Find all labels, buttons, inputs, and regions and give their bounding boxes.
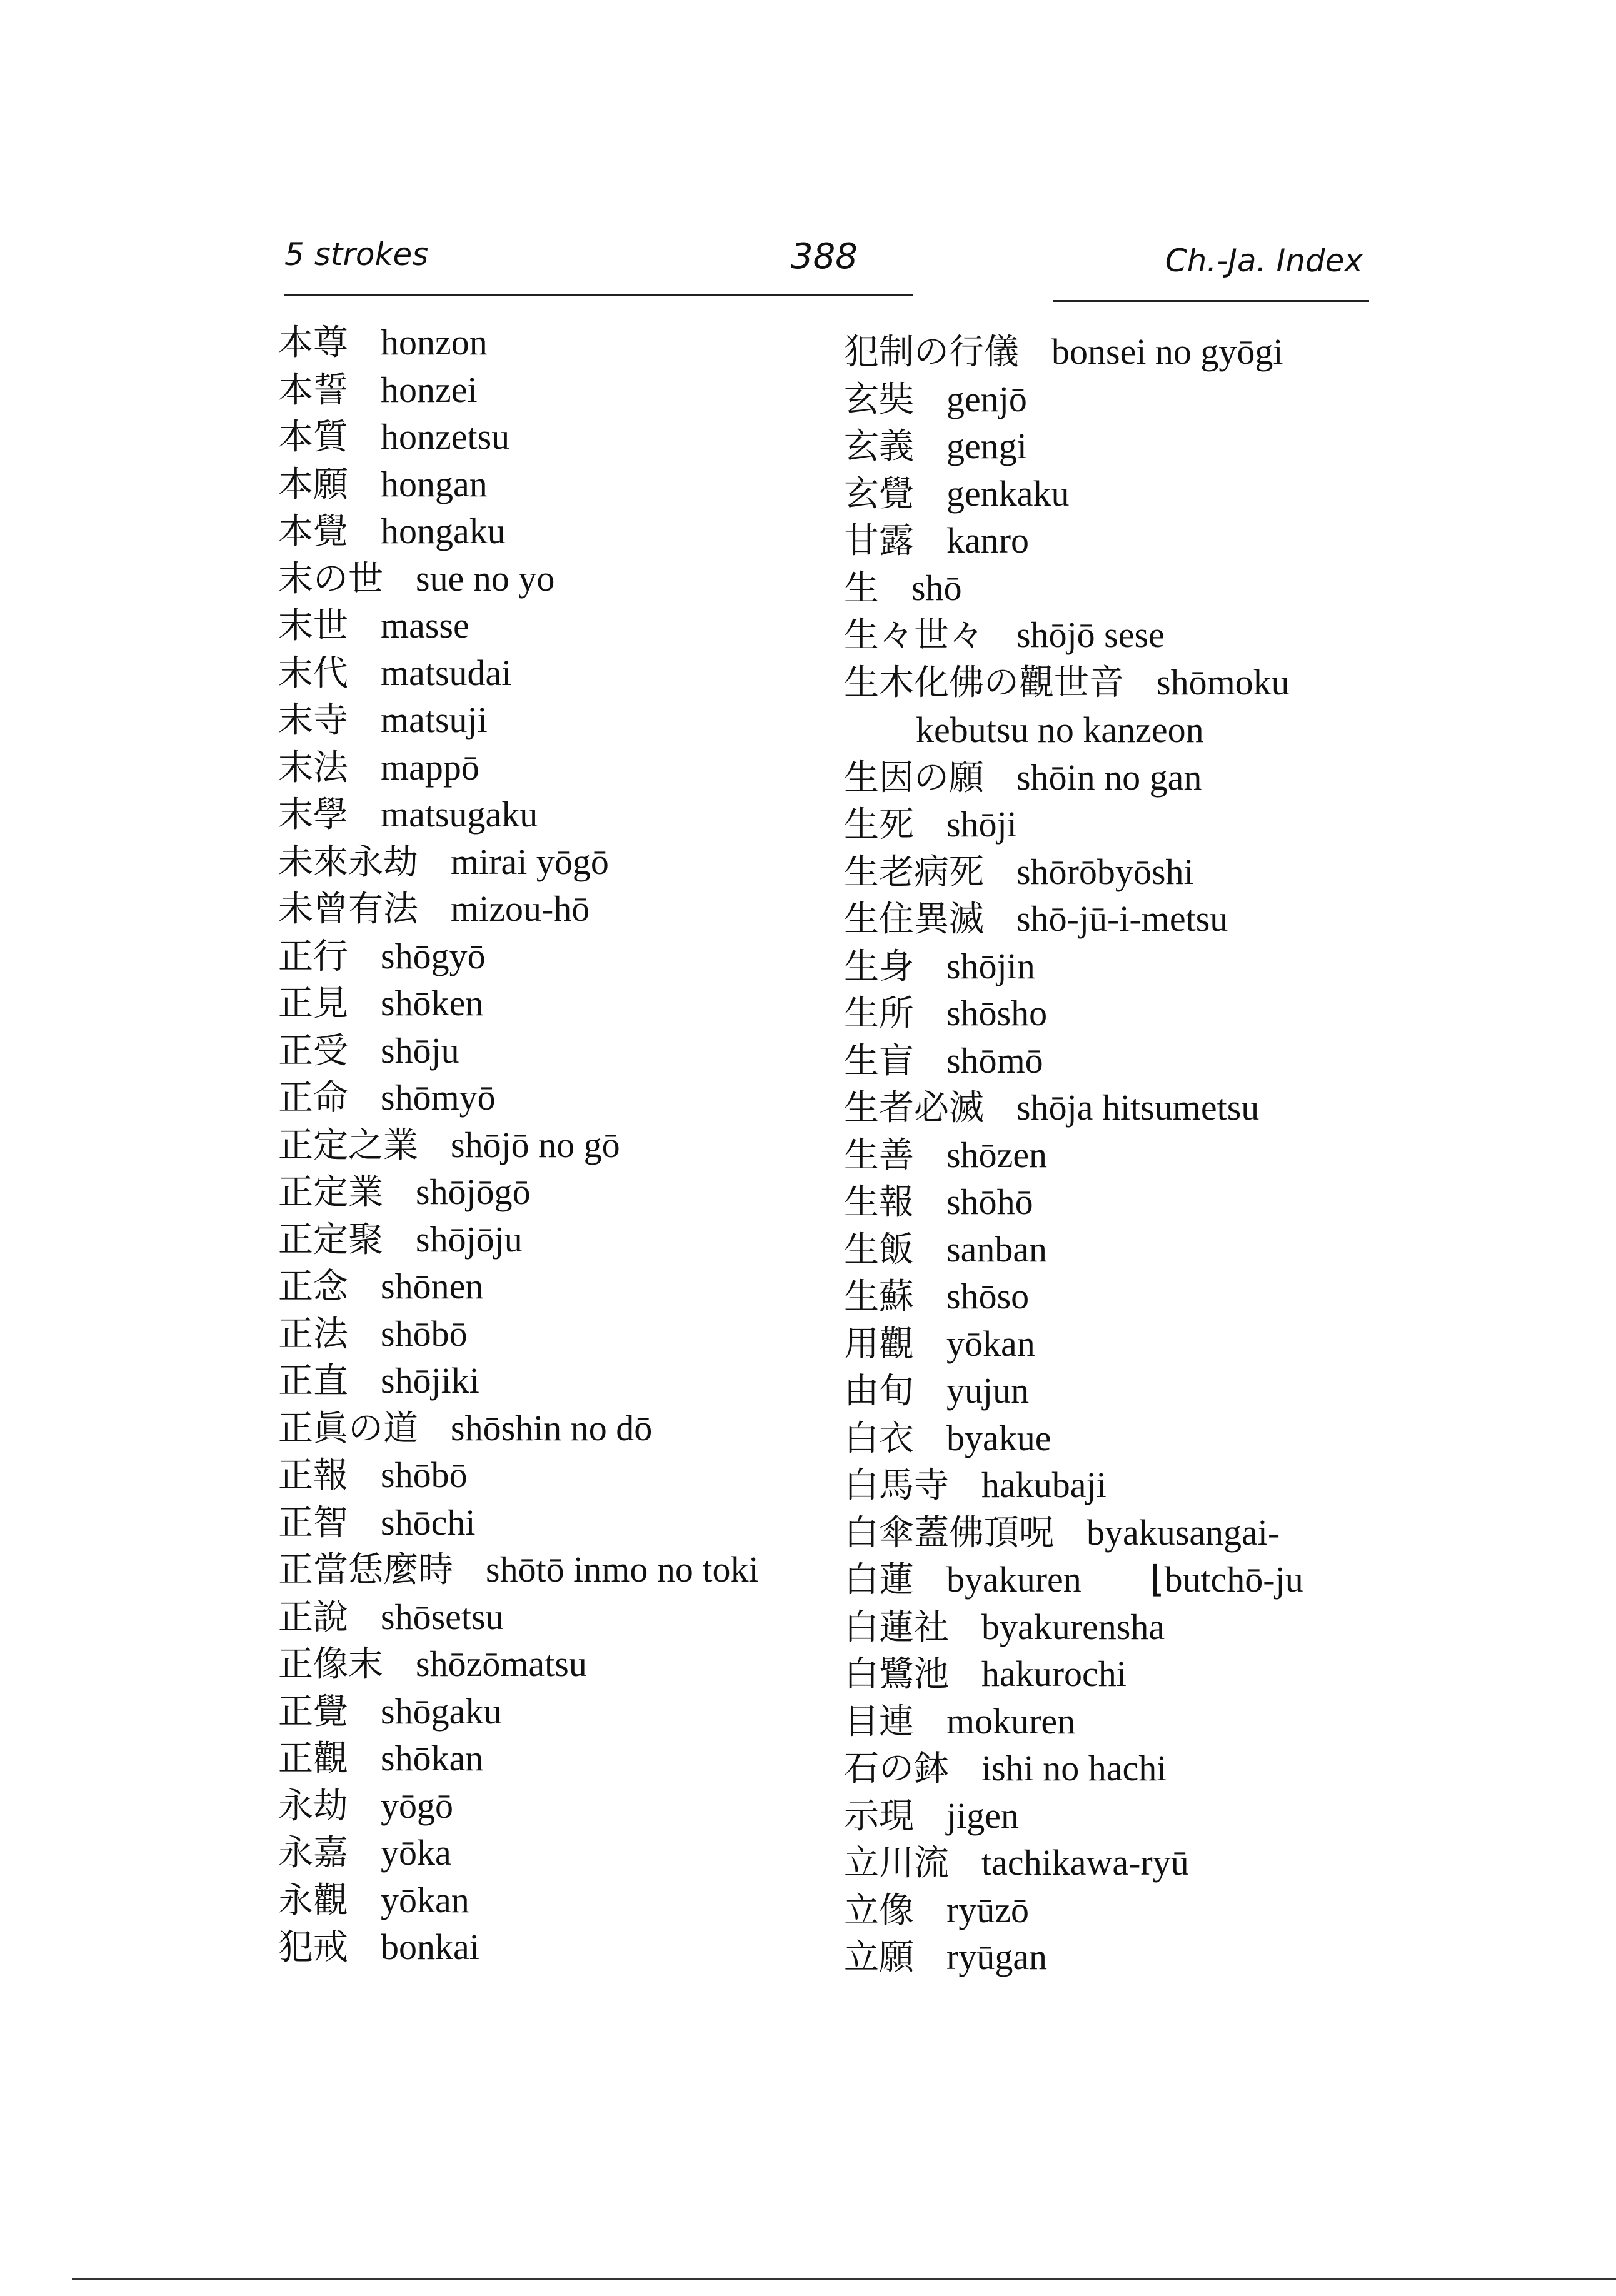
- entry-romaji: shōshin no dō: [451, 1407, 653, 1448]
- entry-kanji: 末寺: [278, 700, 348, 741]
- section-label: 5 strokes: [284, 236, 429, 273]
- entry-romaji: shōzen: [946, 1134, 1048, 1175]
- entry-romaji-continuation: kebutsu no kanzeon: [916, 709, 1204, 750]
- entry-romaji: yōka: [381, 1832, 451, 1873]
- entry-kanji: 末の世: [278, 558, 383, 599]
- entry-romaji: tachikawa-ryū: [981, 1842, 1189, 1883]
- entry-kanji: 生報: [844, 1182, 914, 1223]
- entry-romaji: ryūgan: [946, 1937, 1048, 1977]
- index-entry: [278, 602, 878, 649]
- index-entry: [844, 801, 1407, 848]
- entry-romaji: shōjōju: [416, 1218, 523, 1260]
- index-entry: [844, 1037, 1407, 1085]
- index-entry: [844, 517, 1407, 564]
- entry-romaji: shōjiki: [381, 1360, 479, 1401]
- header-rule-right: [1053, 300, 1369, 302]
- entry-romaji: shōhō: [946, 1181, 1033, 1222]
- index-entry: [844, 1509, 1407, 1557]
- entry-romaji: mizou-hō: [451, 888, 590, 929]
- entry-kanji: 正像末: [278, 1644, 383, 1685]
- index-entry: [278, 885, 878, 933]
- index-entry: [278, 366, 878, 414]
- index-entry: [278, 1923, 878, 1971]
- entry-romaji: shōkan: [381, 1738, 484, 1778]
- entry-romaji: sanban: [946, 1228, 1048, 1270]
- entry-romaji: shōsho: [946, 993, 1048, 1033]
- index-entry: [844, 1367, 1407, 1415]
- index-entry: [278, 555, 878, 603]
- index-entry: [844, 1084, 1407, 1131]
- entry-kanji: 本尊: [278, 323, 348, 363]
- index-entry: [844, 1320, 1407, 1368]
- entry-romaji: shōjōgō: [416, 1171, 531, 1212]
- entry-kanji: 生身: [844, 946, 914, 987]
- index-entry: [844, 1178, 1407, 1226]
- entry-kanji: 犯制の行儀: [844, 332, 1019, 373]
- index-entry: [278, 1877, 878, 1924]
- entry-romaji: hakurochi: [981, 1653, 1127, 1694]
- entry-kanji: 永劫: [278, 1785, 348, 1827]
- entry-romaji: shōbō: [381, 1455, 468, 1495]
- index-entry: [844, 848, 1407, 896]
- index-entry: [278, 413, 878, 461]
- entry-kanji: 白鷺池: [844, 1654, 949, 1695]
- entry-romaji: shōjin: [946, 945, 1035, 986]
- entry-romaji: shōbō: [381, 1313, 468, 1354]
- entry-romaji: shōjō no gō: [451, 1124, 620, 1165]
- index-entry: [278, 1216, 878, 1263]
- entry-kanji: 示現: [844, 1795, 914, 1837]
- index-entry: [844, 1933, 1407, 1981]
- entry-kanji: 玄義: [844, 426, 914, 467]
- index-entry: [844, 1273, 1407, 1320]
- entry-romaji: shō: [911, 567, 962, 608]
- entry-romaji: mokuren: [946, 1700, 1076, 1742]
- index-entry: [278, 649, 878, 697]
- entry-kanji: 正眞の道: [278, 1408, 418, 1449]
- index-entry: [844, 564, 1407, 612]
- index-entry: [278, 1121, 878, 1169]
- entry-romaji: shōnen: [381, 1266, 484, 1306]
- entry-kanji: 生盲: [844, 1040, 914, 1081]
- bottom-rule: [72, 2278, 1616, 2280]
- entry-kanji: 本覺: [278, 511, 348, 552]
- index-entry: [844, 1650, 1407, 1698]
- entry-kanji: 正智: [278, 1502, 348, 1543]
- entry-kanji: 正觀: [278, 1738, 348, 1779]
- entry-kanji: 甘露: [844, 521, 914, 561]
- index-entry: [844, 1839, 1407, 1887]
- index-entry: [278, 1593, 878, 1641]
- entry-romaji: honzon: [381, 322, 488, 363]
- page-number: 388: [791, 236, 858, 277]
- entry-romaji: shōjō sese: [1016, 614, 1165, 655]
- index-title: Ch.-Ja. Index: [1165, 243, 1363, 279]
- entry-kanji: 立川流: [844, 1843, 949, 1883]
- index-entry: [278, 1074, 878, 1121]
- index-entry: [278, 1688, 878, 1735]
- entry-kanji: 石の鉢: [844, 1748, 949, 1789]
- entry-kanji: 未曾有法: [278, 889, 418, 930]
- entry-romaji: byakurensha: [981, 1606, 1165, 1647]
- index-entry: [278, 744, 878, 791]
- entry-romaji: shōtō inmo no toki: [486, 1549, 759, 1590]
- entry-romaji: gengi: [946, 426, 1027, 466]
- entry-kanji: 生者必滅: [844, 1088, 984, 1128]
- entry-kanji: 末法: [278, 747, 348, 788]
- entry-kanji: 生飯: [844, 1229, 914, 1270]
- index-entry: [844, 943, 1407, 990]
- index-entry: [278, 1357, 878, 1405]
- entry-romaji: shōso: [946, 1276, 1030, 1316]
- entry-romaji: bonsei no gyōgi: [1051, 331, 1283, 372]
- entry-kanji: 正見: [278, 983, 348, 1024]
- entry-romaji: yōkan: [381, 1879, 469, 1920]
- entry-kanji: 正法: [278, 1313, 348, 1355]
- index-entry: [844, 1556, 1407, 1603]
- entry-romaji: shōrōbyōshi: [1016, 851, 1194, 892]
- entry-kanji: 白傘蓋佛頂呪: [844, 1512, 1054, 1553]
- index-entry: [844, 754, 1407, 801]
- entry-romaji: shōji: [946, 804, 1017, 845]
- entry-kanji: 生善: [844, 1135, 914, 1176]
- entry-kanji: 生住異滅: [844, 899, 984, 940]
- index-entry: [278, 791, 878, 838]
- index-entry: [278, 1829, 878, 1877]
- entry-romaji: shōmyō: [381, 1077, 496, 1118]
- index-entry: [278, 1499, 878, 1547]
- entry-romaji: honzei: [381, 369, 478, 410]
- entry-kanji: 犯戒: [278, 1927, 348, 1968]
- index-entry: [278, 319, 878, 366]
- entry-kanji: 白蓮社: [844, 1607, 949, 1648]
- right-column: [844, 328, 1407, 1981]
- entry-romaji: honzetsu: [381, 416, 510, 457]
- entry-romaji: hongan: [381, 463, 488, 504]
- entry-romaji: byakue: [946, 1417, 1051, 1458]
- entry-kanji: 正定聚: [278, 1219, 383, 1260]
- entry-romaji: byakusangai-: [1087, 1511, 1280, 1553]
- entry-romaji: shōin no gan: [1016, 756, 1202, 798]
- entry-kanji: 用觀: [844, 1323, 914, 1365]
- index-entry: [844, 895, 1407, 943]
- index-entry: [278, 1027, 878, 1075]
- entry-kanji: 永觀: [278, 1880, 348, 1921]
- index-entry: [844, 1745, 1407, 1792]
- entry-romaji: byakuren: [946, 1559, 1082, 1600]
- index-entry: [278, 1782, 878, 1830]
- entry-kanji: 由旬: [844, 1371, 914, 1411]
- entry-romaji: mirai yōgō: [451, 841, 609, 882]
- entry-romaji: shō-jū-i-metsu: [1016, 898, 1228, 939]
- entry-romaji: shōmō: [946, 1040, 1043, 1081]
- entry-kanji: 本質: [278, 417, 348, 458]
- entry-romaji: masse: [381, 605, 469, 646]
- entry-kanji: 白衣: [844, 1418, 914, 1459]
- index-entry: [278, 838, 878, 886]
- entry-kanji: 永嘉: [278, 1833, 348, 1873]
- entry-romaji: ryūzō: [946, 1889, 1030, 1930]
- entry-kanji: 生々世々: [844, 615, 984, 656]
- entry-kanji: 生因の願: [844, 757, 984, 798]
- entry-kanji: 生蘇: [844, 1276, 914, 1317]
- entry-kanji: 白蓮: [844, 1560, 914, 1600]
- header-rule-left: [284, 294, 913, 296]
- entry-kanji: 玄覺: [844, 473, 914, 514]
- entry-kanji: 正當恁麼時: [278, 1550, 453, 1590]
- entry-kanji: 正念: [278, 1266, 348, 1307]
- index-entry: [278, 696, 878, 744]
- index-entry: [844, 328, 1407, 376]
- index-entry: [278, 980, 878, 1027]
- entry-kanji: 正定之業: [278, 1125, 418, 1166]
- index-entry: [844, 1887, 1407, 1934]
- entry-romaji: jigen: [946, 1795, 1019, 1836]
- entry-romaji: bonkai: [381, 1927, 479, 1967]
- index-entry: [278, 508, 878, 555]
- index-entry: [844, 1698, 1407, 1745]
- entry-kanji: 正直: [278, 1361, 348, 1401]
- index-entry: [278, 1451, 878, 1499]
- index-entry: [278, 1405, 878, 1452]
- entry-romaji: matsuji: [381, 699, 488, 740]
- entry-romaji: shōgaku: [381, 1690, 502, 1732]
- entry-romaji: shōgyō: [381, 935, 486, 976]
- entry-romaji: genkaku: [946, 473, 1070, 514]
- entry-kanji: 正報: [278, 1455, 348, 1496]
- entry-romaji: kanro: [946, 520, 1030, 561]
- left-column: [278, 319, 878, 1971]
- entry-kanji: 玄奘: [844, 379, 914, 420]
- entry-romaji: shōmoku: [1157, 661, 1290, 703]
- entry-kanji: 末世: [278, 606, 348, 646]
- entry-kanji: 末代: [278, 653, 348, 694]
- index-entry: [278, 1546, 878, 1593]
- index-entry: [844, 1461, 1407, 1509]
- index-entry: [278, 1310, 878, 1358]
- entry-kanji: 正受: [278, 1030, 348, 1071]
- entry-romaji: yōkan: [946, 1323, 1035, 1364]
- entry-kanji: 本願: [278, 464, 348, 505]
- entry-romaji: yōgō: [381, 1785, 453, 1826]
- index-entry: [278, 1640, 878, 1688]
- entry-kanji: 生木化佛の觀世音: [844, 662, 1124, 703]
- index-entry: [278, 461, 878, 508]
- entry-romaji: shōken: [381, 983, 484, 1023]
- index-entry: [278, 1263, 878, 1310]
- entry-kanji: 生: [844, 568, 879, 609]
- index-entry: [844, 376, 1407, 423]
- entry-continuation-marker: ⌊butchō-ju: [1150, 1559, 1303, 1600]
- index-entry: [844, 1415, 1407, 1462]
- entry-romaji: mappō: [381, 746, 479, 788]
- entry-romaji: shōsetsu: [381, 1596, 504, 1637]
- index-entry: [844, 659, 1407, 754]
- entry-kanji: 末學: [278, 795, 348, 835]
- entry-romaji: shōchi: [381, 1501, 476, 1543]
- index-entry: [844, 611, 1407, 659]
- entry-romaji: shōju: [381, 1030, 459, 1071]
- entry-romaji: genjō: [946, 378, 1027, 419]
- entry-romaji: yujun: [946, 1370, 1030, 1411]
- entry-kanji: 正命: [278, 1078, 348, 1118]
- entry-romaji: sue no yo: [416, 558, 555, 599]
- entry-kanji: 生死: [844, 805, 914, 845]
- entry-kanji: 正定業: [278, 1172, 383, 1213]
- index-entry: [844, 1226, 1407, 1273]
- index-entry: [844, 1603, 1407, 1651]
- entry-kanji: 正行: [278, 936, 348, 977]
- index-entry: [844, 990, 1407, 1037]
- entry-kanji: 目連: [844, 1701, 914, 1742]
- entry-kanji: 立像: [844, 1890, 914, 1931]
- entry-kanji: 未來永劫: [278, 841, 418, 883]
- entry-kanji: 生所: [844, 993, 914, 1034]
- index-entry: [844, 1792, 1407, 1840]
- entry-romaji: hongaku: [381, 511, 506, 551]
- entry-romaji: hakubaji: [981, 1465, 1107, 1505]
- entry-kanji: 生老病死: [844, 851, 984, 893]
- index-entry: [278, 1735, 878, 1782]
- entry-kanji: 正說: [278, 1597, 348, 1638]
- entry-romaji: ishi no hachi: [981, 1748, 1167, 1788]
- entry-kanji: 白馬寺: [844, 1465, 949, 1506]
- entry-romaji: shōja hitsumetsu: [1016, 1087, 1260, 1128]
- entry-romaji: matsudai: [381, 652, 512, 693]
- index-entry: [844, 1131, 1407, 1179]
- entry-romaji: matsugaku: [381, 794, 538, 835]
- entry-romaji: shōzōmatsu: [416, 1643, 587, 1684]
- index-entry: [844, 470, 1407, 518]
- entry-kanji: 本誓: [278, 369, 348, 411]
- entry-kanji: 正覺: [278, 1691, 348, 1732]
- entry-kanji: 立願: [844, 1937, 914, 1978]
- index-entry: [278, 933, 878, 980]
- index-entry: [844, 423, 1407, 470]
- index-entry: [278, 1168, 878, 1216]
